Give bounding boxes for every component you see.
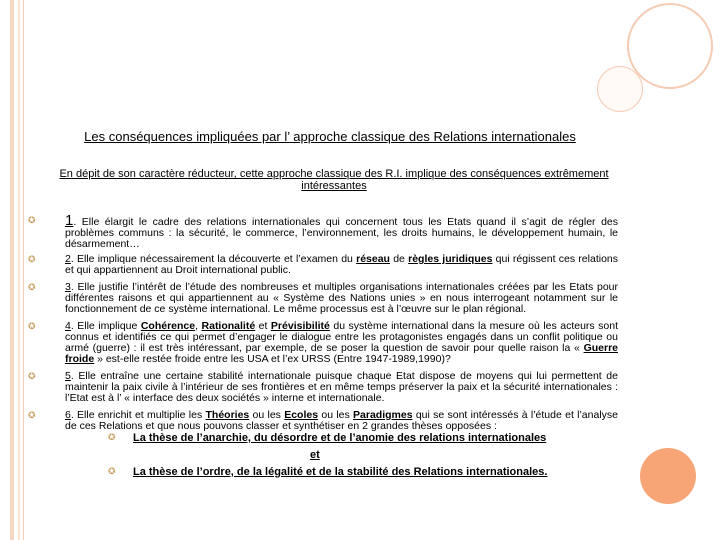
item-number: 1 <box>65 212 74 229</box>
decorative-circle-orange <box>640 448 696 504</box>
item-text: . Elle entraîne une certaine stabilité internationale puisque chaque Etat dispose de moyens qui lui permettent de maintenir la paix civile à l’intérieur de ses frontières et en même temps préserver la paix et la sécurité internationales : l’Etat est à l’ « interface des deux sociétés » interne et internationale. <box>65 370 618 404</box>
thesis-list-1 <box>108 431 568 445</box>
item-text: du système international dans la mesure où les acteurs sont connus et identifiés ce qui permet d’engager le dialogue entre les protagonistes engagés dans un conflit politique ou armé (guerre) : il est très intéressant, par exemple, de se poser la question de savoir pour quelle raison la « <box>65 320 618 354</box>
left-border-decoration <box>10 0 14 540</box>
keyword: Cohérence <box>140 320 196 332</box>
item-text: qui régissent ces relations et qui appartiennent au Droit international public. <box>65 253 618 276</box>
item-text: , <box>195 320 202 332</box>
bullet-icon: ✪ <box>28 371 36 381</box>
item-text: et <box>255 320 271 332</box>
thesis-list-2 <box>108 465 568 479</box>
keyword: règles juridiques <box>408 253 493 265</box>
item-number: 6 <box>65 409 71 421</box>
keyword: Guerre froide <box>65 342 618 365</box>
item-text: . Elle enrichit et multiplie les <box>70 409 206 421</box>
item-number: 2 <box>65 253 71 265</box>
thesis-order: La thèse de l’ordre, de la légalité et de la stabilité des Relations internationales. <box>133 466 548 478</box>
keyword: Prévisibilité <box>270 320 330 332</box>
item-text: qui se sont intéressés à l’étude et l’analyse de ces Relations et que nous pouvons classer et synthétiser en 2 grandes thèses opposées : <box>65 409 618 432</box>
list-item <box>28 282 618 315</box>
bullet-icon: ✪ <box>28 215 36 225</box>
list-item <box>28 410 618 432</box>
thesis-anarchy: La thèse de l’anarchie, du désordre et de l’anomie des relations internationales <box>133 432 547 444</box>
keyword: Paradigmes <box>353 409 413 421</box>
bullet-icon: ✪ <box>108 432 116 442</box>
slide-subtitle: En dépit de son caractère réducteur, cette approche classique des R.I. implique des conséquences extrêmement intéressantes <box>59 168 609 192</box>
decorative-circle-large <box>627 3 713 89</box>
item-text: . Elle implique <box>70 320 141 332</box>
item-text: ou les <box>249 409 285 421</box>
list-item <box>28 371 618 404</box>
list-item <box>28 254 618 276</box>
item-number: 5 <box>65 370 71 382</box>
keyword: Rationalité <box>201 320 256 332</box>
bullet-icon: ✪ <box>108 466 116 476</box>
item-number: 4 <box>65 320 71 332</box>
list-item <box>28 212 618 250</box>
item-text: ou les <box>318 409 354 421</box>
bullet-icon: ✪ <box>28 282 36 292</box>
left-border-decoration-inner <box>18 0 20 540</box>
item-number: 3 <box>65 281 71 293</box>
thesis-item <box>108 465 568 479</box>
list-item <box>28 321 618 365</box>
consequence-list <box>28 212 618 438</box>
left-border-line <box>23 0 24 540</box>
keyword: réseau <box>356 253 390 265</box>
item-text: . Elle élargit le cadre des relations internationales qui concernent tous les Etats quand il s’agit de régler des problèmes communs : la sécurité, le commerce, l’environnement, les droits humains, le développement humain, le désarmement… <box>65 216 618 250</box>
thesis-connector: et <box>310 449 320 461</box>
thesis-item <box>108 431 568 445</box>
item-text: de <box>389 253 409 265</box>
keyword: Théories <box>205 409 250 421</box>
item-text: . Elle implique nécessairement la découverte et l’examen du <box>70 253 357 265</box>
decorative-circle-small <box>597 66 643 112</box>
item-text: » est-elle restée froide entre les USA et l’ex URSS (Entre 1947-1989,1990)? <box>94 353 451 365</box>
bullet-icon: ✪ <box>28 254 36 264</box>
bullet-icon: ✪ <box>28 321 36 331</box>
item-text: . Elle justifie l’intérêt de l’étude des nombreuses et multiples organisations internationales créées par les Etats pour différentes raisons et qui appartiennent au « Système des Nations unies » en nous interrogeant notamment sur le fonctionnement de ce système international. Le même processus est à l’œuvre sur le plan régional. <box>65 281 618 315</box>
keyword: Ecoles <box>284 409 319 421</box>
slide-title: Les conséquences impliquées par l’ approche classique des Relations internationales <box>84 129 576 144</box>
bullet-icon: ✪ <box>28 410 36 420</box>
